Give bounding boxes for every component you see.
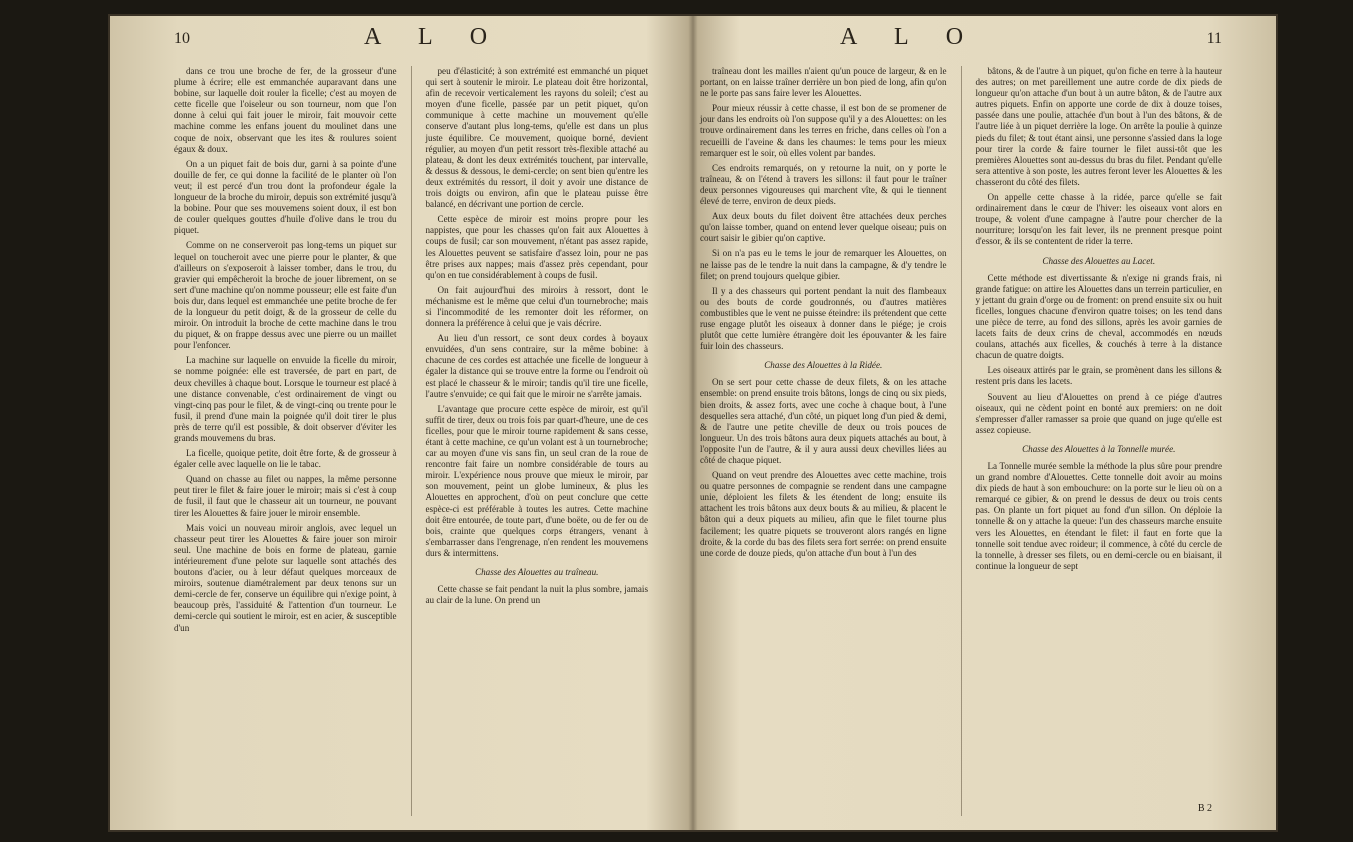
signature-mark: B 2 <box>1197 803 1212 814</box>
column-rule <box>411 66 412 816</box>
section-heading: Chasse des Alouettes au Lacet. <box>1042 255 1156 266</box>
right-column-1 <box>700 66 947 816</box>
paragraph: Aux deux bouts du filet doivent être attachées deux perches qu'on laisse tomber, quand on entend lever quelque oiseau; puis on court saisir le gibier qu'on captive. <box>700 211 947 244</box>
paragraph: La ficelle, quoique petite, doit être forte, & de grosseur à égaler celle avec laquelle on lie le tabac. <box>174 448 397 470</box>
paragraph: La machine sur laquelle on envuide la ficelle du miroir, se nomme poignée: elle est traversée, de part en part, de deux chevilles à chaque bout. Lorsque le tourneur est placé à une distance convenable, c'est ordinairement de vingt ou vingt-cinq pas pour le filet, & de vingt-cinq ou trente pour le fusil, il prend d'une main la poignée qu'il doit tirer le plus près de terre qu'il est possible, & doit observer d'éviter les grands mouvemens du bras. <box>174 355 397 443</box>
section-heading: Chasse des Alouettes à la Tonnelle murée. <box>1022 443 1176 454</box>
paragraph: Il y a des chasseurs qui portent pendant la nuit des flambeaux ou des bouts de corde goudronnés, ou d'autres matières combustibles que le vent ne puisse éteindre: ils prétendent que cette ruse engage plutôt les oiseaux à donner dans le piége; je crois plutôt que cette lumière étrangère doit les épouvanter & les faire fuir loin des chasseurs. <box>700 285 947 352</box>
left-column-1 <box>174 66 397 816</box>
paragraph: On a un piquet fait de bois dur, garni à sa pointe d'une douille de fer, ce qui donne la facilité de le planter où l'on veut; il est percé d'un trou dont la profondeur égale la longueur de la broche du miroir, depuis son extrémité jusqu'à la bobine. Pour que ses mouvemens soient doux, il est bon de couler quelques gouttes d'huile d'olive dans le trou du piquet. <box>174 158 397 236</box>
column-rule <box>961 66 962 816</box>
book-spread <box>108 14 1278 832</box>
paragraph: Souvent au lieu d'Alouettes on prend à ce piége d'autres oiseaux, qui ne cèdent point en bonté aux premiers: on ne doit s'empresser d'aller ramasser sa proie que quand on juge qu'elle est assez copieuse. <box>975 391 1222 435</box>
paragraph: Les oiseaux attirés par le grain, se promènent dans les sillons & restent pris dans les lacets. <box>975 365 1222 387</box>
paragraph: Au lieu d'un ressort, ce sont deux cordes à boyaux envuidées, d'un sens contraire, sur la même bobine: à chacune de ces cordes est attachée une ficelle de longueur à égaler la distance qui se trouve entre la forme ou l'endroit où est placé le chasseur & le miroir; tandis qu'il tire une ficelle, l'autre s'envuide; ce qui fait que le miroir ne s'arrête jamais. <box>425 333 648 399</box>
paragraph: Cette méthode est divertissante & n'exige ni grands frais, ni grande fatigue: on attire les Alouettes dans un terrein particulier, en y jettant du grain d'orge ou de froment: on prend ensuite six ou huit ficelles, longues chacune d'environ quatre toises; on les tend dans une pièce de terre, au fond des sillons, après les avoir garnies de lacets faits de deux crins de cheval, accommodés en nœuds coulans, attachés aux ficelles, & couchés à terre à la distance chacun de quatre doigts. <box>975 272 1222 361</box>
left-column-2 <box>426 66 649 816</box>
section-heading: Chasse des Alouettes à la Ridée. <box>764 360 883 371</box>
paragraph: La Tonnelle murée semble la méthode la plus sûre pour prendre un grand nombre d'Alouettes. Cette tonnelle doit avoir au moins dix pieds de haut à son embouchure: on la porte sur le lieu où on a remarqué ce gibier, & on prend le dessus de deux ou trois cents pas. On plante un fort piquet au fond d'un sillon. On déploie la tonnelle & on y attache la queue: l'un des chasseurs marche ensuite vers les Alouettes, en étendant le filet: il faut en forte que la tonnelle soit tendue avec roideur; il commence, à côté du cercle de la tonnelle, à dresser ses filets, ou en demi-cercle ou en biaisant, il continue la longueur de sept <box>975 461 1222 571</box>
paragraph: On appelle cette chasse à la ridée, parce qu'elle se fait ordinairement dans le cœur de l'hiver: les oiseaux vont alors en troupe, & volent d'une campagne à l'autre pour chercher de la nourriture; lorsqu'on les fait lever, ils ne prennent presque point d'essor, & ils se contentent de rider la terre. <box>975 192 1222 247</box>
paragraph: On fait aujourd'hui des miroirs à ressort, dont le méchanisme est le même que celui d'un tournebroche; mais si l'incommodité de les remonter doit les réformer, on donnera la préférence à celui que je vais décrire. <box>425 284 648 329</box>
paragraph: Quand on veut prendre des Alouettes avec cette machine, trois ou quatre personnes de compagnie se rendent dans une campagne unie, déploient les filets & les étendent de long; ensuite ils attachent les trois bâtons aux deux bouts & au milieu, & placent le bâton qui a deux piquets au milieu, afin que le filet tourne plus facilement; les quatre piquets se trouveront alors rangés en ligne droite, & la corde du bas des filets sera fort serrée: on prend ensuite une corde de douze pieds, qu'on attache d'un bout à l'un des <box>700 470 947 558</box>
section-heading: Chasse des Alouettes au traîneau. <box>475 567 599 578</box>
running-title-left: A L O <box>364 24 504 50</box>
page-number-right: 11 <box>1206 30 1222 47</box>
paragraph: Pour mieux réussir à cette chasse, il est bon de se promener de jour dans les endroits où l'on suppose qu'il y a des Alouettes: on les trouve ordinairement dans les terres en friche, dans celles où l'on a recueilli de l'aveine & dans les chaumes: le tems pour les mieux remarquer est le soir, où elles volent par bandes. <box>700 103 947 158</box>
right-column-2 <box>976 66 1223 816</box>
paragraph: L'avantage que procure cette espèce de miroir, est qu'il suffit de tirer, deux ou trois fois par quart-d'heure, une de ces ficelles, pour que le miroir tourne rapidement & sans cesse, étant à cette machine, ce qu'un volant est à un tournebroche; car au moyen d'une vis sans fin, un seul cran de la roue de rencontre fait faire un nombre considérable de tours au miroir. L'expérience nous prouve que mieux le miroir, par son mouvement, peint un globe lumineux, & plus les Alouettes en approchent, d'où on peut conclure que cette espèce-ci est préférable à toutes les autres. Cette machine doit être entourée, de toute part, d'une boëte, ou de fer ou de bois, crainte que quelques corps étrangers, venant à s'embarrasser dans l'engrenage, n'en rendent les mouvemens durs & intermittens. <box>425 403 648 558</box>
paragraph: bâtons, & de l'autre à un piquet, qu'on fiche en terre à la hauteur des autres; on met pareillement une autre corde de dix pieds de longueur qu'on attache d'un bout à un autre bâton, & de l'autre aux autres piquets. Enfin on apporte une corde de dix à douze toises, passée dans une poulie, attachée d'un bout à l'un des bâtons, & de l'autre liée à un piquet derrière la loge. On arrête la poulie à quinze pieds du filet; & tout étant ainsi, une personne s'assied dans la loge pour tirer la corde & faire tourner le filet aussi-tôt que les premières Alouettes sont au-dessus du bras du filet. Pendant qu'elle sera attentive à son poste, les autres feront lever les Alouettes & les chasseront du côté des filets. <box>975 66 1222 187</box>
paragraph: Ces endroits remarqués, on y retourne la nuit, on y porte le traîneau, & on l'étend à travers les sillons: il faut pour le traîner deux personnes vigoureuses qui marchent vîte, & qui le tiennent élevé de terre, environ de deux pieds. <box>700 162 947 207</box>
paragraph: Cette espèce de miroir est moins propre pour les nappistes, que pour les chasses qu'on fait aux Alouettes à coups de fusil; car son mouvement, n'étant pas assez rapide, les Alouettes peuvent se satisfaire d'assez loin, pour ne pas être prises aux nappes; mais d'assez près cependant, pour qu'on en tue considérablement à coups de fusil. <box>425 214 648 280</box>
paragraph: peu d'élasticité; à son extrémité est emmanché un piquet qui sert à soutenir le miroir. Le plateau doit être horizontal, afin de recevoir verticalement les rayons du soleil; c'est au moyen d'une ficelle, passée par un petit piquet, qu'on communique à cette machine un mouvement qu'elle conserve d'autant plus long-tems, qu'elle est dans un plus juste équilibre. Ce mouvement, quoique borné, devient régulier, au moyen d'un petit ressort très-flexible attaché au plateau, & dont les deux extrémités touchent, par intervalle, & dessus & dessous, le demi-cercle; on sent bien qu'entre les deux extrémités du ressort, il doit y avoir une distance de trois doigts ou environ, afin que le plateau puisse être balancé, en décrivant une portion de cercle. <box>425 66 648 210</box>
paragraph: On se sert pour cette chasse de deux filets, & on les attache ensemble: on prend ensuite trois bâtons, longs de cinq ou six pieds, bien droits, & assez forts, avec une coche à chaque bout, à l'une desquelles sera attaché, d'un côté, un piquet long d'un pied & demi, & de l'autre une petite cheville de deux ou trois pouces de longueur. Un des trois bâtons aura deux piquets attachés au bout, à l'opposite l'un de l'autre, & il y aura aussi deux chevilles liées au côté de chaque piquet. <box>700 377 947 465</box>
left-page <box>174 24 648 816</box>
paragraph: dans ce trou une broche de fer, de la grosseur d'une plume à écrire; elle est emmanchée auparavant dans une bobine, sur laquelle doit rouler la ficelle; c'est au moyen de cette ficelle que l'oiseleur ou son tourneur, nom que l'on donne à celui qui fait jouer le miroir, fait mouvoir cette machine comme les enfans jouent du moulinet dans une coque de noix, observant que les ites & roulures soient égaux & doux. <box>174 66 397 154</box>
paragraph: Si on n'a pas eu le tems le jour de remarquer les Alouettes, on ne laisse pas de le tendre la nuit dans la campagne, & d'y tendre le filet; on prend toujours quelque gibier. <box>700 248 947 281</box>
paragraph: Cette chasse se fait pendant la nuit la plus sombre, jamais au clair de la lune. On prend un <box>425 584 648 606</box>
page-number-left: 10 <box>174 30 190 47</box>
paragraph: traîneau dont les mailles n'aient qu'un pouce de largeur, & en le portant, on en laisse traîner derrière un bon pied de long, afin qu'on ne le porte pas sans faire lever les Alouettes. <box>700 66 947 99</box>
right-page-header <box>700 24 1222 54</box>
running-title-right: A L O <box>840 24 980 50</box>
paragraph: Mais voici un nouveau miroir anglois, avec lequel un chasseur peut tirer les Alouettes & faire jouer son miroir seul. Une machine de bois en forme de plateau, garnie intérieurement d'une pelote sur laquelle sont attachés des boutons d'acier, ou à leur défaut quelques morceaux de miroirs, soutenue diamétralement par deux tenons sur un demi-cercle de fer, conserve un équilibre qui n'exige point, à beaucoup près, l'assiduité & l'attention d'un tourneur. Le demi-cercle qui soutient le miroir, est en acier, & susceptible d'un <box>174 522 397 633</box>
paragraph: Comme on ne conserveroit pas long-tems un piquet sur lequel on toucheroit avec une pierre pour le planter, & que d'ailleurs on s'exposeroit à laisser tomber, dans le trou, du gravier qui empêcheroit la broche de jouer librement, on se sert d'une machine qu'on nomme pousseur; elle est faite d'un bois dur, dans lequel est emmanchée une petite broche de fer de la longueur du petit doigt, & de la grosseur de celle du miroir. On introduit la broche de cette machine dans le trou du piquet, & on frappe dessus avec une pierre ou un maillet pour l'enfoncer. <box>174 240 397 351</box>
paragraph: Quand on chasse au filet ou nappes, la même personne peut tirer le filet & faire jouer le miroir; mais si c'est à coup de fusil, il faut que le chasseur ait un tourneur, ne pouvant tirer les Alouettes & faire jouer le miroir ensemble. <box>174 474 397 518</box>
right-page <box>700 24 1222 816</box>
left-page-header <box>174 24 648 54</box>
